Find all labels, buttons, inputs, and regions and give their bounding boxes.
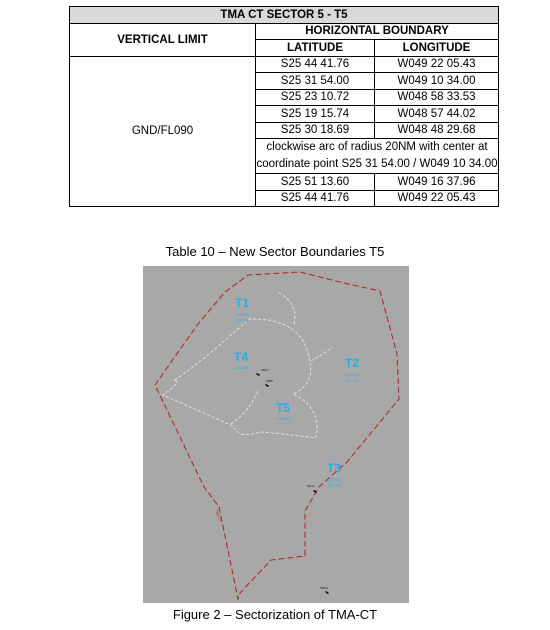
latitude-header: LATITUDE xyxy=(256,40,375,57)
table-caption: Table 10 – New Sector Boundaries T5 xyxy=(165,244,385,259)
sectorization-map xyxy=(143,266,409,603)
arc-description: clockwise arc of radius 20NM with center at coordinate point S25 31 54.00 / W049 10 34.00 xyxy=(256,139,499,174)
point-label: SBCT xyxy=(261,368,270,372)
point-label: SBJV xyxy=(307,484,315,488)
latitude-cell: S25 30 18.69 xyxy=(256,122,375,139)
figure-caption: Figure 2 – Sectorization of TMA-CT xyxy=(172,607,378,622)
table-row xyxy=(70,56,499,73)
sector-frequency: 121.550 xyxy=(327,477,342,482)
latitude-cell: S25 44 41.76 xyxy=(256,56,375,73)
airport-icon xyxy=(256,373,260,376)
airport-icon xyxy=(325,591,329,594)
sector-name: T1 xyxy=(235,296,250,310)
airport-icon xyxy=(265,384,269,387)
sector-frequency: 121.700 xyxy=(327,483,342,488)
point-label: SBPG xyxy=(320,586,329,590)
longitude-cell: W048 48 29.68 xyxy=(375,122,499,139)
sector-frequency: 120.600 xyxy=(345,372,360,377)
latitude-cell: S25 23 10.72 xyxy=(256,89,375,106)
sector-line xyxy=(311,347,333,361)
horizontal-boundary-header: HORIZONTAL BOUNDARY xyxy=(256,23,499,40)
reference-points xyxy=(256,368,329,594)
sector-frequency: 128.800 xyxy=(276,416,291,421)
map-canvas xyxy=(143,266,409,603)
vertical-limit-header: VERTICAL LIMIT xyxy=(70,23,256,56)
latitude-cell: S25 44 41.76 xyxy=(256,190,375,207)
sector-line xyxy=(163,319,317,438)
longitude-cell: W048 58 33.53 xyxy=(375,89,499,106)
sector-frequency: 118.750 xyxy=(235,318,250,323)
point-label: SBBI xyxy=(266,379,273,383)
longitude-cell: W049 22 05.43 xyxy=(375,190,499,207)
longitude-cell: W048 57 44.02 xyxy=(375,106,499,123)
sector-line xyxy=(277,292,295,324)
longitude-cell: W049 10 34.00 xyxy=(375,73,499,90)
sector-frequency: 119.650 xyxy=(235,312,250,317)
latitude-cell: S25 19 15.74 xyxy=(256,106,375,123)
longitude-cell: W049 22 05.43 xyxy=(375,56,499,73)
sector-name: T5 xyxy=(276,401,291,415)
sector-name: T3 xyxy=(327,461,342,475)
table-title: TMA CT SECTOR 5 - T5 xyxy=(70,7,499,24)
sector-name: T4 xyxy=(234,350,249,364)
latitude-cell: S25 31 54.00 xyxy=(256,73,375,90)
latitude-cell: S25 51 13.60 xyxy=(256,174,375,191)
sector-name: T2 xyxy=(345,356,360,370)
tma-boundary xyxy=(155,272,399,599)
vertical-limit-value: GND/FL090 xyxy=(70,56,256,207)
sector-table xyxy=(69,6,499,207)
sector-labels xyxy=(234,296,360,488)
sector-frequency: 128.800 xyxy=(234,365,249,370)
longitude-header: LONGITUDE xyxy=(375,40,499,57)
longitude-cell: W049 16 37.96 xyxy=(375,174,499,191)
sector-line xyxy=(231,391,258,424)
boundary-label: TMA-CT xyxy=(214,508,223,523)
sector-frequency: 119.700 xyxy=(345,378,360,383)
